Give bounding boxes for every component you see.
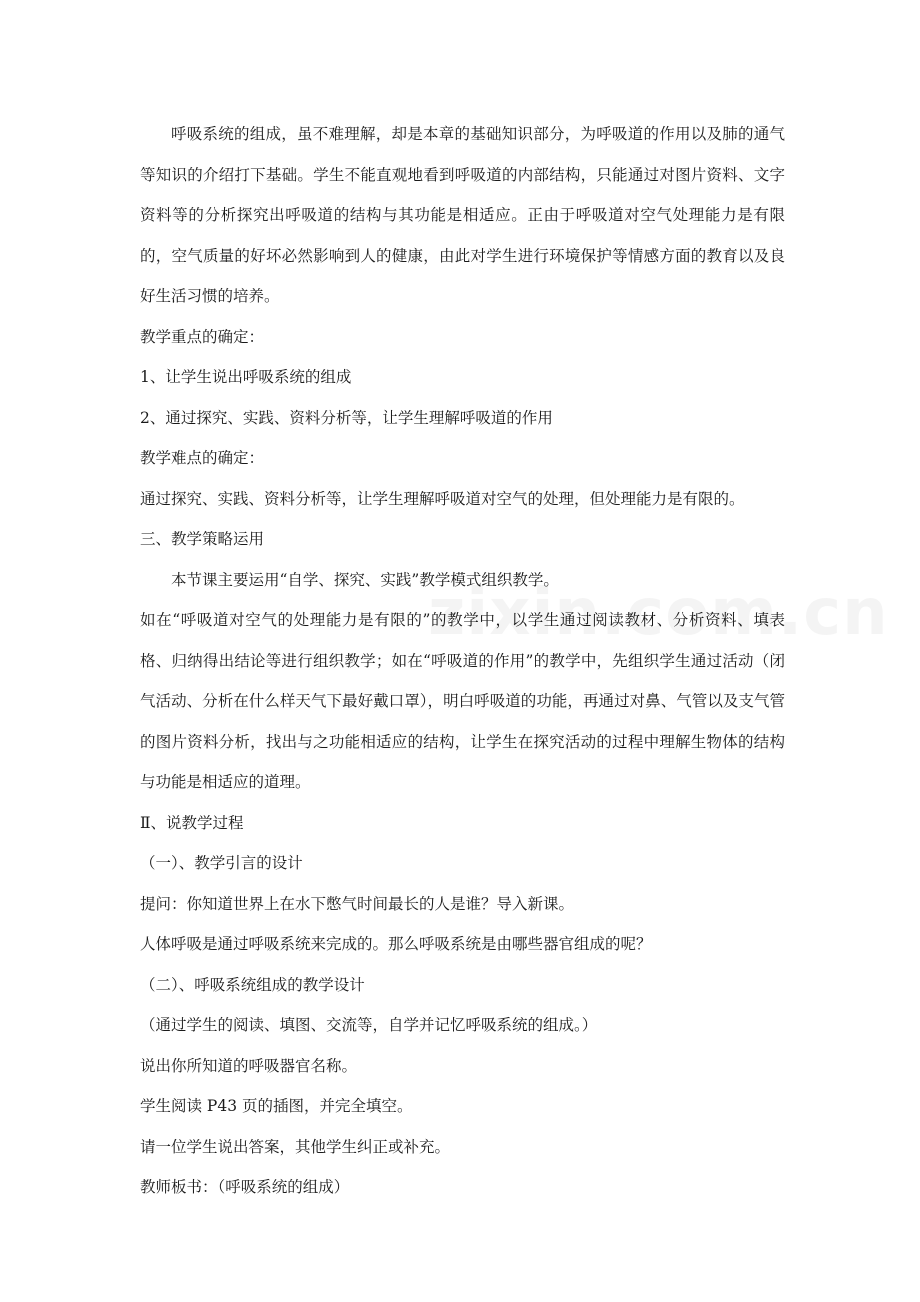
transition-line: 人体呼吸是通过呼吸系统来完成的。那么呼吸系统是由哪些器官组成的呢？ <box>140 935 652 953</box>
intro-paragraph: 呼吸系统的组成，虽不难理解，却是本章的基础知识部分，为呼吸道的作用以及肺的通气等知识的介绍打下基础。学生不能直观地看到呼吸道的内部结构，只能通过对图片资料、文字资料等的分析探究出呼吸道的结构与其功能是相适应。正由于呼吸道对空气处理能力是有限的，空气质量的好坏必然影响到人的健康，由此对学生进行环境保护等情感方面的教育以及良好生活习惯的培养。 <box>140 125 785 305</box>
section-two-heading: Ⅱ、说教学过程 <box>140 813 244 832</box>
key-point-1: 1、让学生说出呼吸系统的组成 <box>140 368 352 386</box>
difficulty-text: 通过探究、实践、资料分析等，让学生理解呼吸道对空气的处理，但处理能力是有限的。 <box>140 489 745 508</box>
section-three-heading: 三、教学策略运用 <box>140 530 265 548</box>
board-note: 教师板书：（呼吸系统的组成） <box>140 1178 350 1196</box>
strategy-intro: 本节课主要运用“自学、探究、实践”教学模式组织教学。 <box>171 570 559 589</box>
key-points-heading: 教学重点的确定： <box>140 327 265 346</box>
difficulty-heading: 教学难点的确定： <box>140 449 265 467</box>
activity-line-2: 学生阅读 P43 页的插图，并完全填空。 <box>140 1097 413 1115</box>
document-body <box>140 114 785 1208</box>
activity-line-3: 请一位学生说出答案，其他学生纠正或补充。 <box>140 1137 451 1156</box>
question-line: 提问：你知道世界上在水下憋气时间最长的人是谁？导入新课。 <box>140 894 575 913</box>
strategy-paragraph: 如在“呼吸道对空气的处理能力是有限的”的教学中，以学生通过阅读教材、分析资料、填表格、归纳得出结论等进行组织教学；如在“呼吸道的作用”的教学中，先组织学生通过活动（闭气活动、分析在什么样天气下最好戴口罩），明白呼吸道的功能，再通过对鼻、气管以及支气管的图片资料分析，找出与之功能相适应的结构，让学生在探究活动的过程中理解生物体的结构与功能是相适应的道理。 <box>140 611 785 791</box>
subsection-two-note: （通过学生的阅读、填图、交流等，自学并记忆呼吸系统的组成。） <box>140 1016 598 1034</box>
activity-line-1: 说出你所知道的呼吸器官名称。 <box>140 1056 358 1075</box>
key-point-2: 2、通过探究、实践、资料分析等，让学生理解呼吸道的作用 <box>140 408 553 427</box>
subsection-two-heading: （二）、呼吸系统组成的教学设计 <box>140 975 365 994</box>
subsection-one-heading: （一）、教学引言的设计 <box>140 854 303 872</box>
